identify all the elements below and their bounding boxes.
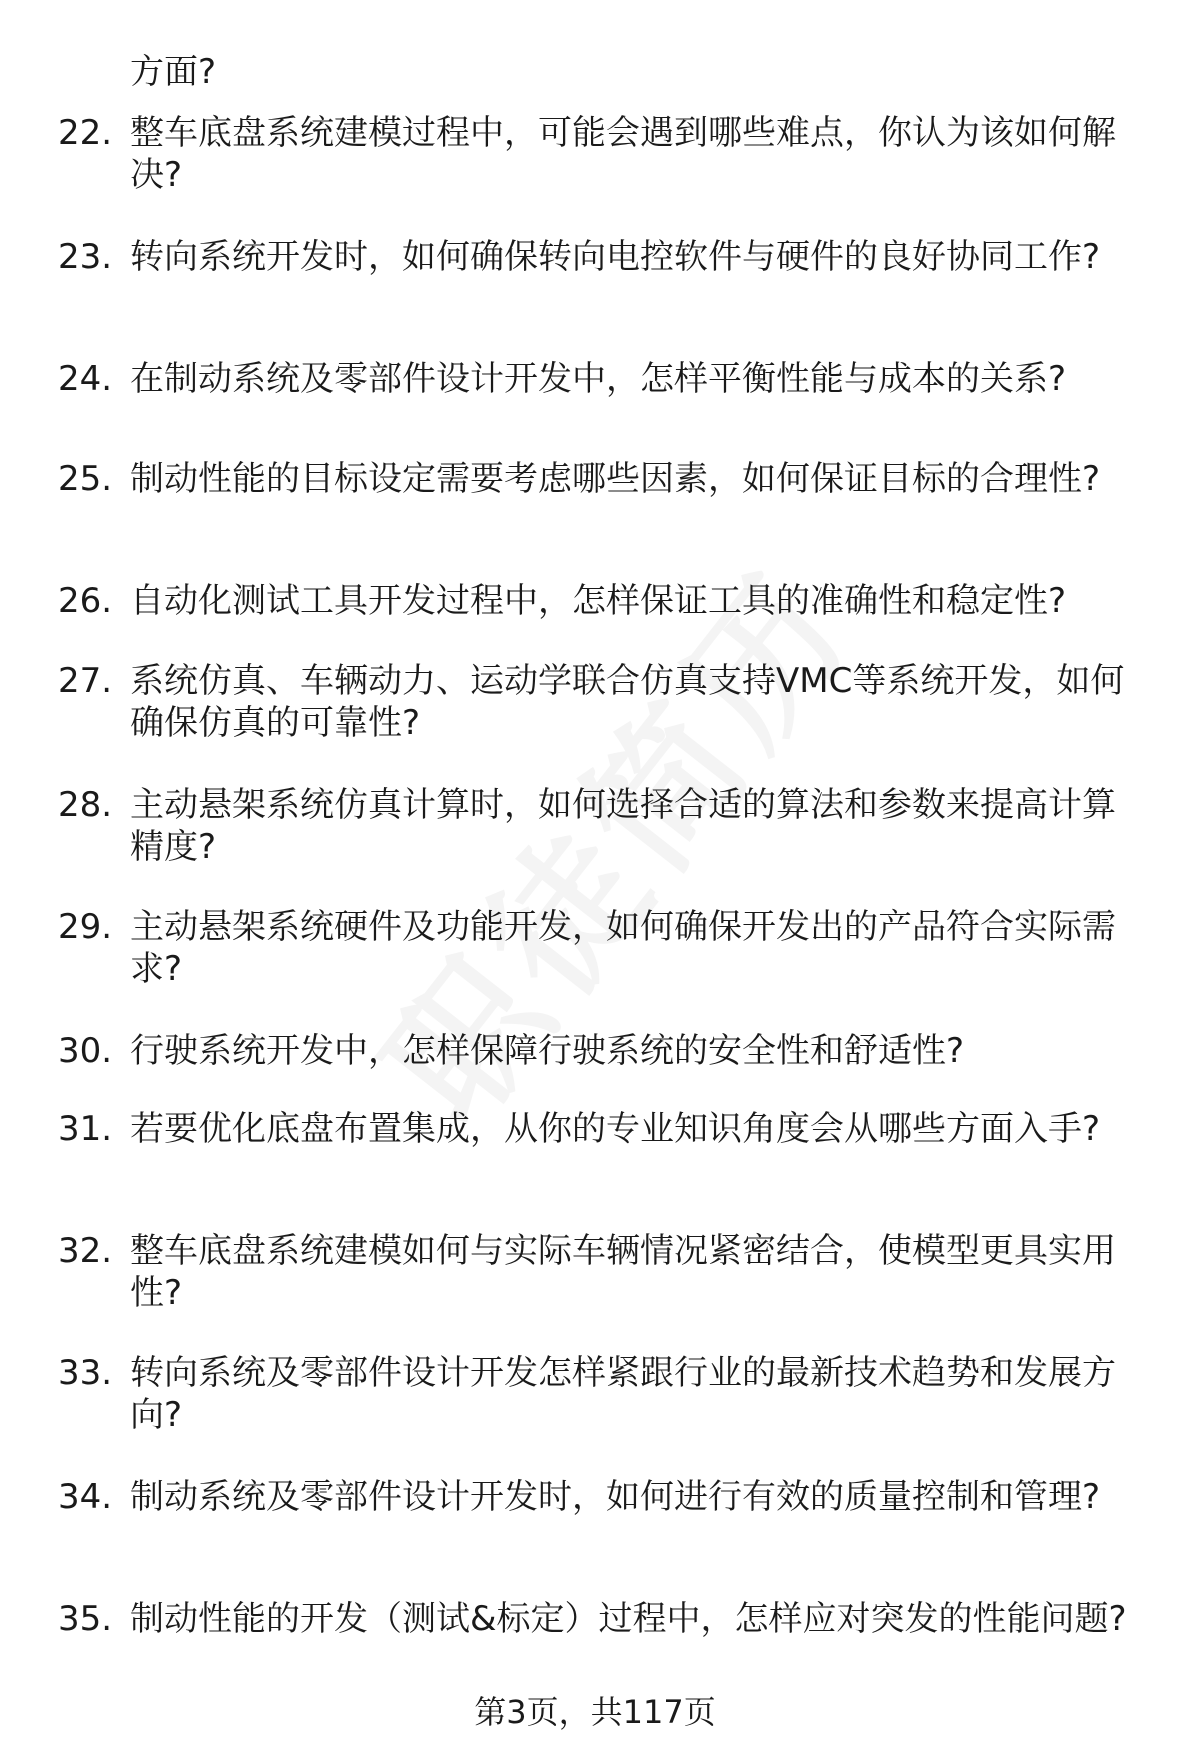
question-number: 28. <box>58 785 113 825</box>
list-item <box>58 660 1148 744</box>
page-footer: 第3页，共117页 <box>474 1693 716 1731</box>
question-text: 行驶系统开发中，怎样保障行驶系统的安全性和舒适性? <box>130 1031 965 1071</box>
question-text: 制动性能的目标设定需要考虑哪些因素，如何保证目标的合理性? <box>130 459 1101 499</box>
question-text: 主动悬架系统硬件及功能开发，如何确保开发出的产品符合实际需求? <box>130 907 1116 989</box>
question-number: 32. <box>58 1231 113 1271</box>
list-item <box>58 458 1148 500</box>
list-item <box>58 358 1148 400</box>
list-item <box>58 112 1148 196</box>
question-number: 30. <box>58 1031 113 1071</box>
question-number: 22. <box>58 113 113 153</box>
question-text: 自动化测试工具开发过程中，怎样保证工具的准确性和稳定性? <box>130 581 1067 621</box>
question-text: 转向系统开发时，如何确保转向电控软件与硬件的良好协同工作? <box>130 237 1101 277</box>
question-text: 转向系统及零部件设计开发怎样紧跟行业的最新技术趋势和发展方向? <box>130 1353 1116 1435</box>
question-text: 系统仿真、车辆动力、运动学联合仿真支持VMC等系统开发，如何确保仿真的可靠性? <box>130 661 1125 743</box>
question-text: 主动悬架系统仿真计算时，如何选择合适的算法和参数来提高计算精度? <box>130 785 1116 867</box>
question-text: 制动系统及零部件设计开发时，如何进行有效的质量控制和管理? <box>130 1477 1101 1517</box>
question-text: 整车底盘系统建模过程中，可能会遇到哪些难点，你认为该如何解决? <box>130 113 1116 195</box>
list-item <box>58 1352 1148 1436</box>
list-item <box>58 236 1148 278</box>
question-number: 33. <box>58 1353 113 1393</box>
list-item <box>58 1598 1148 1640</box>
question-number: 25. <box>58 459 113 499</box>
question-text: 制动性能的开发（测试&标定）过程中，怎样应对突发的性能问题? <box>130 1599 1127 1639</box>
question-number: 29. <box>58 907 113 947</box>
list-item <box>58 1230 1148 1314</box>
question-number: 24. <box>58 359 113 399</box>
list-item <box>58 580 1148 622</box>
question-number: 35. <box>58 1599 113 1639</box>
question-text: 在制动系统及零部件设计开发中，怎样平衡性能与成本的关系? <box>130 359 1067 399</box>
continuation-text: 方面? <box>130 52 217 92</box>
list-item <box>58 1030 1148 1072</box>
list-item <box>58 1108 1148 1150</box>
question-number: 26. <box>58 581 113 621</box>
list-item <box>58 1476 1148 1518</box>
list-item <box>58 906 1148 990</box>
question-number: 31. <box>58 1109 113 1149</box>
question-text: 若要优化底盘布置集成，从你的专业知识角度会从哪些方面入手? <box>130 1109 1101 1149</box>
question-number: 23. <box>58 237 113 277</box>
list-item <box>58 784 1148 868</box>
question-number: 34. <box>58 1477 113 1517</box>
question-number: 27. <box>58 661 113 701</box>
question-text: 整车底盘系统建模如何与实际车辆情况紧密结合，使模型更具实用性? <box>130 1231 1116 1313</box>
